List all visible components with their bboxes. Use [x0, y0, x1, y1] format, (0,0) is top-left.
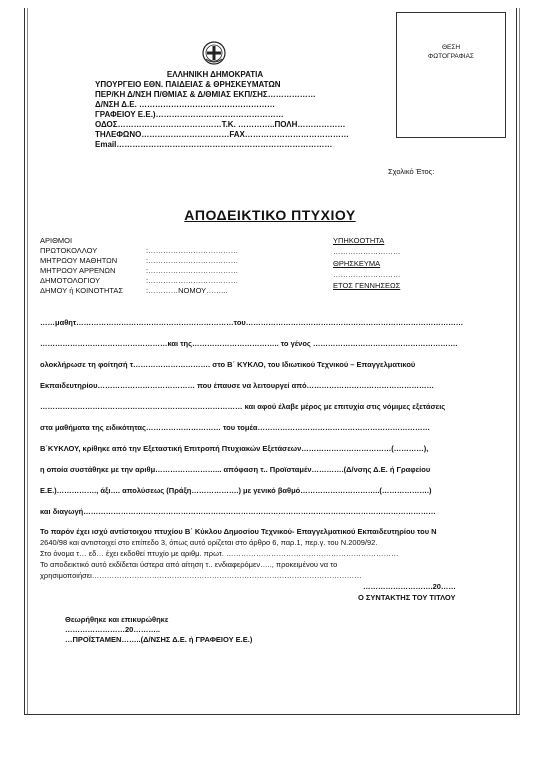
field-value: :……………………………… — [146, 256, 239, 265]
header-email: Email……………………………………………………………………… — [95, 140, 333, 149]
border-bottom — [24, 714, 520, 715]
seen-line-2: ……………………20……….. — [65, 625, 161, 634]
right-field-religion: ΘΡΗΣΚΕΥΜΑ — [333, 259, 381, 268]
field-value: :……………………………… — [146, 266, 239, 275]
school-year: Σχολικό Έτος: — [388, 167, 435, 176]
body-line-2: ……………………………………………και της…………………………….. το γένος …………………………………………………. — [40, 339, 458, 348]
border-left-inner — [27, 8, 28, 714]
field-label: ΔΗΜΟΤΟΛΟΓΙΟΥ — [40, 276, 101, 285]
header-address: ΟΔΟΣ…………………………………Τ.Κ. …………..ΠΟΛΗ……………… — [95, 120, 346, 129]
field-value: :…………ΝΟΜΟΥ……... — [146, 286, 228, 295]
signature-date: ……………………….20…… — [363, 582, 456, 591]
photo-label-1: ΘΕΣΗ — [441, 44, 461, 51]
border-left — [24, 8, 25, 714]
body-line-3: ολοκλήρωσε τη φοίτησή τ…………………………. στο Β΄ ΚΥΚΛΟ, του Ιδιωτικού Τεχνικού – Επαγγελματικού — [40, 360, 416, 369]
body-line-4: Εκπαιδευτηρίου………………………………… που έπαυσε να λειτουργεί από…………………………………………… — [40, 381, 435, 390]
photo-placeholder — [396, 12, 506, 138]
header-office: ΓΡΑΦΕΙΟΥ Ε.Ε.)………………………………………… — [95, 110, 284, 119]
header-directorate: Δ/ΝΣΗ Δ.Ε. …………………………………………… — [95, 100, 276, 109]
body-line-8: η οποία συστάθηκε με την αριθμ……………………... απόφαση τ.. Προϊσταμέν………….(Δ/νσης Δ.Ε. ή Γραφείου — [40, 465, 431, 474]
header-regional-directorate: ΠΕΡ/ΚΗ Δ/ΝΣΗ Π/ΘΜΙΑΣ & Δ/ΘΜΙΑΣ ΕΚΠ/ΣΗΣ……………… — [95, 90, 316, 99]
left-field-3 — [40, 256, 238, 265]
right-field-citizenship: ΥΠΗΚΟΟΤΗΤΑ — [333, 236, 385, 245]
right-field-birth-year: ΕΤΟΣ ΓΕΝΝΗΣΕΩΣ — [333, 281, 401, 290]
header-republic: ΕΛΛΗΝΙΚΗ ΔΗΜΟΚΡΑΤΙΑ — [166, 70, 264, 79]
greek-emblem-icon — [201, 40, 227, 66]
left-field-2 — [40, 246, 238, 255]
body-line-10: και διαγωγή…………………………………………………………………………………………………………………………… — [40, 507, 436, 516]
photo-label-2: ΦΩΤΟΓΡΑΦΙΑΣ — [428, 53, 474, 60]
footer-para-5: χρησιμοποιήσει……………………………………………………………………………………………… — [40, 571, 362, 580]
field-label: ΜΗΤΡΩΟΥ ΜΑΘΗΤΩΝ — [40, 256, 118, 265]
header-phone: ΤΗΛΕΦΩΝΟ……………………………FAX………………………………… — [95, 130, 349, 139]
field-label: ΑΡΙΘΜΟΙ — [40, 236, 73, 245]
body-line-5: ……………………………………………………………………… και αφού έλαβε μέρος με επιτυχία στις νόμιμες εξετάσεις — [40, 402, 446, 411]
footer-para-4: Το αποδεικτικό αυτό εκδίδεται ύστερα από αίτηση τ.. ενδιαφερόμεν….., προκειμένου να το — [40, 560, 338, 569]
right-field-religion-value: ……………………… — [333, 270, 401, 279]
document-title: ΑΠΟΔΕΙΚΤΙΚΟ ΠΤΥΧΙΟΥ — [184, 207, 356, 223]
field-label: ΜΗΤΡΩΟΥ ΑΡΡΕΝΩΝ — [40, 266, 116, 275]
left-field-6 — [40, 286, 227, 295]
field-value: :……………………………… — [146, 246, 239, 255]
seen-line-3: …ΠΡΟΪΣΤΑΜΕΝ……..(Δ/ΝΣΗΣ Δ.Ε. ή ΓΡΑΦΕΙΟΥ Ε.Ε.) — [65, 635, 253, 644]
footer-para-1: Το παρόν έχει ισχύ αντίστοιχου πτυχίου Β΄ Κύκλου Δημοσίου Τεχνικού- Επαγγελματικού Εκπαιδευτηρίου του Ν — [40, 527, 437, 536]
field-label: ΠΡΩΤΟΚΟΛΛΟΥ — [40, 246, 98, 255]
body-line-9: Ε.Ε.)……………., άξι…. απολύσεως (Πράξη……………….) με γενικό βαθμό…………………………..(……………….) — [40, 486, 432, 495]
body-line-7: Β΄ΚΥΚΛΟΥ, κρίθηκε από την Εξεταστική Επιτροπή Πτυχιακών Εξετάσεων………………………………(…………), — [40, 444, 429, 453]
right-field-citizenship-value: ……………………… — [333, 247, 401, 256]
field-value: :……………………………… — [146, 276, 239, 285]
footer-para-2: 2640/98 και αντιστοιχεί στο επίπεδο 3, όπως αυτό ορίζεται στο άρθρο 6, παρ.1, περ.γ. του Ν.2009/92. — [40, 538, 378, 547]
left-field-4 — [40, 266, 238, 275]
field-label: ΔΗΜΟΥ ή ΚΟΙΝΟΤΗΤΑΣ — [40, 286, 124, 295]
signature-author: Ο ΣΥΝΤΑΚΤΗΣ ΤΟΥ ΤΙΤΛΟΥ — [358, 593, 456, 602]
left-field-5 — [40, 276, 238, 285]
border-right — [516, 8, 517, 714]
left-field-1 — [40, 236, 146, 245]
header-ministry: ΥΠΟΥΡΓΕΙΟ ΕΘΝ. ΠΑΙΔΕΙΑΣ & ΘΡΗΣΚΕΥΜΑΤΩΝ — [95, 80, 281, 89]
border-right-inner — [519, 8, 520, 714]
footer-para-3: Στο όνομα τ… εδ… έχει εκδοθεί πτυχίο με αριθμ. πρωτ. …………………………………………………………… — [40, 549, 399, 558]
body-line-1: ……μαθητ………………………………………………………του…………………………………………………………………………… — [40, 318, 464, 327]
seen-line-1: Θεωρήθηκε και επικυρώθηκε — [65, 615, 169, 624]
body-line-6: στα μαθήματα της ειδικότητας………………………… του τομέα…………………………………………………………… — [40, 423, 430, 432]
